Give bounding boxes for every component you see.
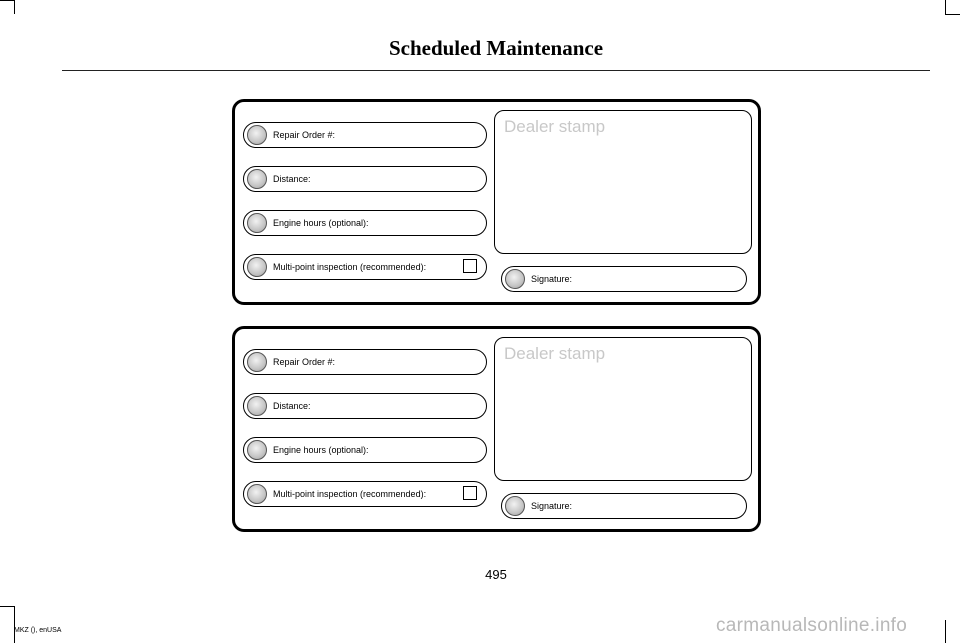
signature-label: Signature: — [531, 274, 573, 284]
repair-order-label: Repair Order #: — [273, 357, 336, 367]
watermark: carmanualsonline.info — [716, 615, 908, 636]
crop-mark — [14, 606, 15, 643]
page-title: Scheduled Maintenance — [388, 36, 604, 60]
crop-mark — [14, 0, 15, 14]
crop-mark — [945, 14, 960, 15]
repair-order-label: Repair Order #: — [273, 130, 336, 140]
inspection-field — [243, 254, 487, 280]
circle-icon — [247, 169, 267, 189]
inspection-checkbox[interactable] — [463, 486, 477, 500]
engine-hours-field[interactable] — [243, 210, 487, 236]
inspection-label: Multi-point inspection (recommended): — [273, 262, 427, 272]
inspection-label: Multi-point inspection (recommended): — [273, 489, 427, 499]
crop-mark — [945, 620, 946, 643]
circle-icon — [247, 440, 267, 460]
circle-icon — [505, 269, 525, 289]
circle-icon — [247, 257, 267, 277]
inspection-field — [243, 481, 487, 507]
crop-mark — [945, 0, 946, 14]
title-divider — [62, 70, 930, 71]
circle-icon — [247, 352, 267, 372]
doc-id: MKZ (), enUSA — [14, 627, 62, 634]
dealer-stamp-box — [494, 337, 752, 481]
crop-mark — [0, 0, 14, 1]
engine-hours-label: Engine hours (optional): — [273, 218, 369, 228]
dealer-stamp-label: Dealer stamp — [504, 344, 606, 363]
circle-icon — [247, 484, 267, 504]
signature-label: Signature: — [531, 501, 573, 511]
page-number: 495 — [485, 567, 507, 582]
dealer-stamp-label: Dealer stamp — [504, 117, 606, 136]
circle-icon — [247, 396, 267, 416]
circle-icon — [505, 496, 525, 516]
crop-mark — [0, 606, 14, 607]
dealer-stamp-box — [494, 110, 752, 254]
engine-hours-label: Engine hours (optional): — [273, 445, 369, 455]
distance-field[interactable] — [243, 393, 487, 419]
distance-label: Distance: — [273, 401, 311, 411]
engine-hours-field[interactable] — [243, 437, 487, 463]
repair-order-field[interactable] — [243, 349, 487, 375]
distance-field[interactable] — [243, 166, 487, 192]
inspection-checkbox[interactable] — [463, 259, 477, 273]
signature-field[interactable] — [501, 493, 747, 519]
circle-icon — [247, 125, 267, 145]
signature-field[interactable] — [501, 266, 747, 292]
repair-order-field[interactable] — [243, 122, 487, 148]
distance-label: Distance: — [273, 174, 311, 184]
maintenance-record-card — [232, 99, 761, 305]
circle-icon — [247, 213, 267, 233]
maintenance-record-card — [232, 326, 761, 532]
